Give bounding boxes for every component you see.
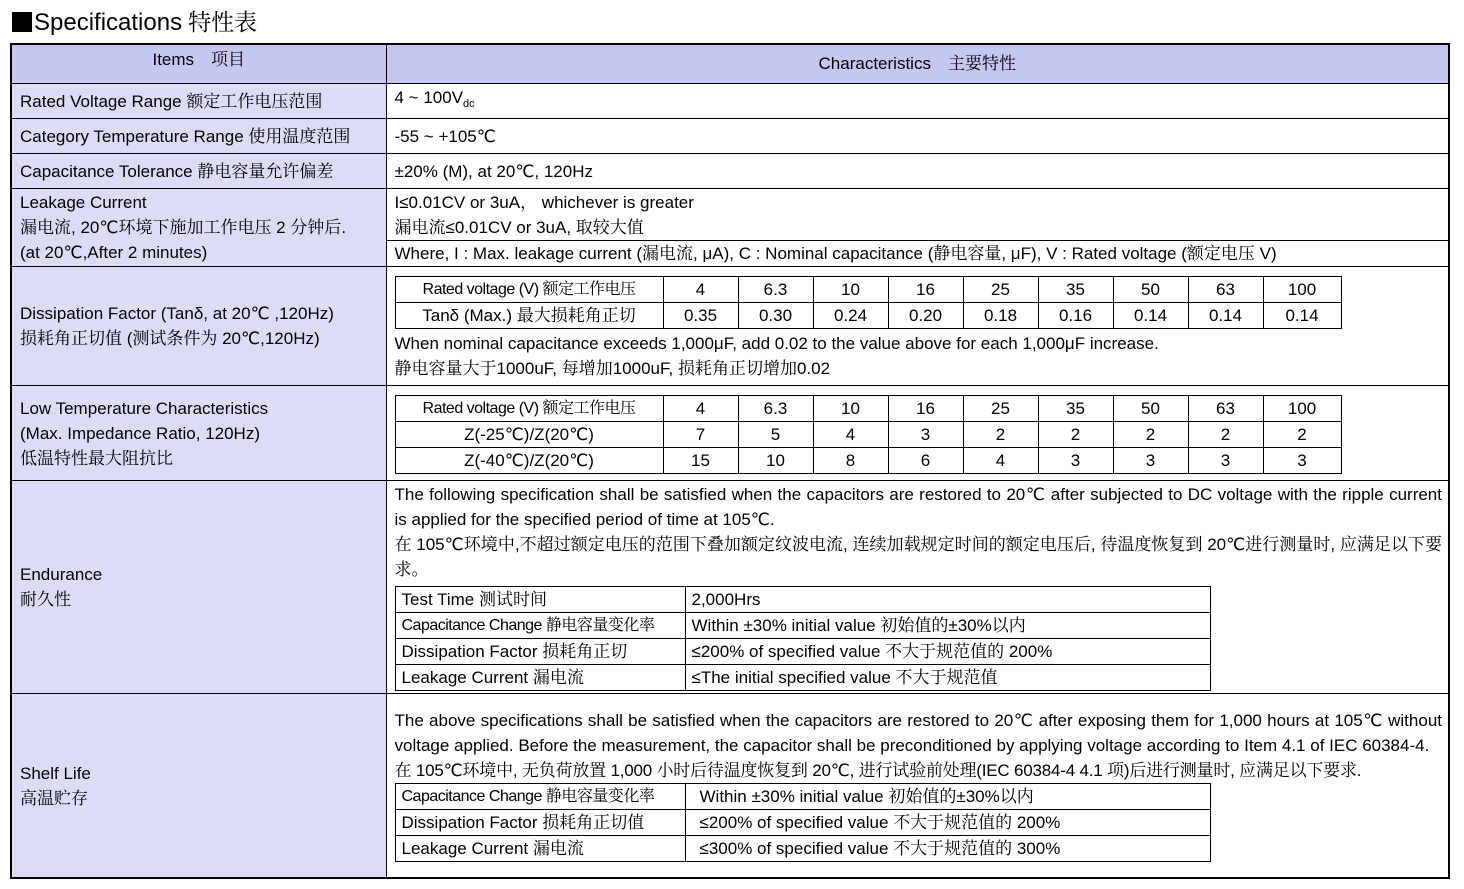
endurance-item: Capacitance Change 静电容量变化率 xyxy=(395,612,685,638)
rated-voltage-value: 4 ~ $100V_{dc}$ xyxy=(386,84,1449,119)
endurance-spec: 2,000Hrs xyxy=(685,586,1210,612)
df-tan-cell: 0.30 xyxy=(738,302,813,328)
leakage-where: Where, I : Max. leakage current (漏电流, μA), C : Nominal capacitance (静电容量, μF), V : Rated voltage (额定电压 V) xyxy=(386,241,1449,267)
endurance-text-en: The following specification shall be satisfied when the capacitors are restored to 20℃ after subjected to DC voltage with the ripple current is applied for the specified period of time at 105℃. xyxy=(394,484,1442,529)
endurance-spec: ≤200% of specified value 不大于规范值的 200% xyxy=(685,638,1210,664)
rated-voltage-row xyxy=(11,84,1449,119)
lowtemp-z40-cell: 3 xyxy=(1038,447,1113,473)
df-tan-cell: 0.14 xyxy=(1263,302,1341,328)
df-note-en: When nominal capacitance exceeds 1,000μF, add 0.02 to the value above for each 1,000μF increase. xyxy=(394,333,1159,353)
endurance-label-cn: 耐久性 xyxy=(20,590,71,609)
shelf-life-text-cn: 在 105℃环境中, 无负荷放置 1,000 小时后待温度恢复到 20℃, 进行试验前处理(IEC 60384-4 4.1 项)后进行测量时, 应满足以下要求. xyxy=(394,760,1362,780)
title-en: Specifications xyxy=(34,9,183,36)
df-note-cn: 静电容量大于1000uF, 每增加1000uF, 损耗角正切增加0.02 xyxy=(394,358,831,378)
lowtemp-z40-cell: 4 xyxy=(963,447,1038,473)
lowtemp-z40-cell: 15 xyxy=(663,447,738,473)
lowtemp-label xyxy=(11,386,386,481)
endurance-leakage-row xyxy=(395,664,1210,690)
lowtemp-row xyxy=(11,386,1449,481)
shelf-cap-change-row xyxy=(395,783,1210,809)
endurance-df-row xyxy=(395,638,1210,664)
df-tan-label: Tanδ (Max.) 最大损耗角正切 xyxy=(395,302,663,328)
lowtemp-z40-label: Z(-40℃)/Z(20℃) xyxy=(395,447,663,473)
lowtemp-voltage-cell: 35 xyxy=(1038,395,1113,421)
lowtemp-z40-cell: 3 xyxy=(1263,447,1341,473)
lowtemp-z40-cell: 3 xyxy=(1113,447,1188,473)
endurance-item: Dissipation Factor 损耗角正切 xyxy=(395,638,685,664)
lowtemp-voltage-cell: 100 xyxy=(1263,395,1341,421)
shelf-item: Leakage Current 漏电流 xyxy=(395,835,685,861)
lowtemp-z25-cell: 3 xyxy=(888,421,963,447)
lowtemp-label-2: (Max. Impedance Ratio, 120Hz) xyxy=(20,423,260,443)
lowtemp-z25-cell: 2 xyxy=(1038,421,1113,447)
df-tan-cell: 0.20 xyxy=(888,302,963,328)
endurance-cap-change-row xyxy=(395,612,1210,638)
leakage-label-1: Leakage Current xyxy=(20,193,147,212)
df-tan-cell: 0.14 xyxy=(1188,302,1263,328)
lowtemp-voltage-cell: 6.3 xyxy=(738,395,813,421)
cap-tolerance-label: Capacitance Tolerance 静电容量允许偏差 xyxy=(11,154,386,189)
df-voltage-cell: 4 xyxy=(663,276,738,302)
shelf-spec: Within ±30% initial value 初始值的±30%以内 xyxy=(685,783,1210,809)
df-tan-cell: 0.16 xyxy=(1038,302,1113,328)
lowtemp-z40-row xyxy=(395,447,1341,473)
endurance-text-cn: 在 105℃环境中,不超过额定电压的范围下叠加额定纹波电流, 连续加载规定时间的额定电压后, 待温度恢复到 20℃进行测量时, 应满足以下要求。 xyxy=(394,534,1442,579)
endurance-table xyxy=(395,586,1211,691)
df-label-2: 损耗角正切值 (测试条件为 20℃,120Hz) xyxy=(20,329,320,348)
leakage-row-a xyxy=(11,189,1449,241)
shelf-life-label-cn: 高温贮存 xyxy=(20,788,88,808)
lowtemp-voltage-cell: 50 xyxy=(1113,395,1188,421)
leakage-label xyxy=(11,189,386,267)
lowtemp-voltage-cell: 4 xyxy=(663,395,738,421)
lowtemp-voltage-cell: 25 xyxy=(963,395,1038,421)
shelf-life-label xyxy=(11,694,386,879)
shelf-spec: ≤200% of specified value 不大于规范值的 200% xyxy=(685,809,1210,835)
shelf-life-value xyxy=(386,694,1449,879)
shelf-life-table xyxy=(395,783,1211,862)
df-voltage-cell: 25 xyxy=(963,276,1038,302)
spec-table xyxy=(10,43,1450,879)
df-row xyxy=(11,267,1449,386)
leakage-formula xyxy=(386,189,1449,241)
header-row xyxy=(11,44,1449,84)
leakage-label-2: 漏电流, 20℃环境下施加工作电压 2 分钟后. xyxy=(20,218,347,237)
endurance-spec: Within ±30% initial value 初始值的±30%以内 xyxy=(685,612,1210,638)
lowtemp-value xyxy=(386,386,1449,481)
lowtemp-z40-cell: 8 xyxy=(813,447,888,473)
cap-tolerance-row xyxy=(11,154,1449,189)
df-voltage-cell: 35 xyxy=(1038,276,1113,302)
shelf-item: Dissipation Factor 损耗角正切值 xyxy=(395,809,685,835)
df-voltage-cell: 50 xyxy=(1113,276,1188,302)
lowtemp-voltage-cell: 10 xyxy=(813,395,888,421)
lowtemp-z25-label: Z(-25℃)/Z(20℃) xyxy=(395,421,663,447)
shelf-life-text-en: The above specifications shall be satisfied when the capacitors are restored to 20℃ after exposing them for 1,000 hours at 105℃ without voltage applied. Before the measurement, the capacitor shall be preconditioned by applying voltage according to Item 4.1 of IEC 60384-4. xyxy=(394,710,1442,755)
lowtemp-z25-row xyxy=(395,421,1341,447)
df-voltage-cell: 10 xyxy=(813,276,888,302)
shelf-df-row xyxy=(395,809,1210,835)
shelf-life-row xyxy=(11,694,1449,879)
leakage-formula-cn: 漏电流≤0.01CV or 3uA, 取较大值 xyxy=(394,217,644,237)
shelf-spec: ≤300% of specified value 不大于规范值的 300% xyxy=(685,835,1210,861)
items-header: Items 项目 xyxy=(11,44,386,84)
lowtemp-voltage-cell: 16 xyxy=(888,395,963,421)
lowtemp-z40-cell: 3 xyxy=(1188,447,1263,473)
characteristics-header: Characteristics 主要特性 xyxy=(386,44,1449,84)
endurance-item: Test Time 测试时间 xyxy=(395,586,685,612)
lowtemp-z25-cell: 7 xyxy=(663,421,738,447)
df-voltage-cell: 6.3 xyxy=(738,276,813,302)
lowtemp-z40-cell: 6 xyxy=(888,447,963,473)
shelf-leakage-row xyxy=(395,835,1210,861)
lowtemp-z25-cell: 2 xyxy=(1263,421,1341,447)
lowtemp-voltage-label: Rated voltage (V) 额定工作电压 xyxy=(395,395,663,421)
endurance-test-time-row xyxy=(395,586,1210,612)
endurance-item: Leakage Current 漏电流 xyxy=(395,664,685,690)
lowtemp-z25-cell: 2 xyxy=(1113,421,1188,447)
df-voltage-label: Rated voltage (V) 额定工作电压 xyxy=(395,276,663,302)
df-tan-cell: 0.24 xyxy=(813,302,888,328)
cap-tolerance-value: ±20% (M), at 20℃, 120Hz xyxy=(386,154,1449,189)
shelf-life-label-en: Shelf Life xyxy=(20,763,91,783)
df-table xyxy=(395,276,1342,329)
df-tan-cell: 0.14 xyxy=(1113,302,1188,328)
leakage-formula-en: I≤0.01CV or 3uA， whichever is greater xyxy=(394,192,694,212)
df-label-1: Dissipation Factor (Tanδ, at 20℃ ,120Hz) xyxy=(20,304,334,323)
shelf-item: Capacitance Change 静电容量变化率 xyxy=(395,783,685,809)
endurance-spec: ≤The initial specified value 不大于规范值 xyxy=(685,664,1210,690)
lowtemp-z40-cell: 10 xyxy=(738,447,813,473)
category-temp-value: -55 ~ +105℃ xyxy=(386,119,1449,154)
endurance-value xyxy=(386,481,1449,694)
lowtemp-z25-cell: 4 xyxy=(813,421,888,447)
df-voltage-cell: 16 xyxy=(888,276,963,302)
category-temp-label: Category Temperature Range 使用温度范围 xyxy=(11,119,386,154)
lowtemp-z25-cell: 2 xyxy=(963,421,1038,447)
rated-voltage-label: Rated Voltage Range 额定工作电压范围 xyxy=(11,84,386,119)
page-title xyxy=(12,6,257,40)
df-tan-row xyxy=(395,302,1341,328)
df-tan-cell: 0.18 xyxy=(963,302,1038,328)
lowtemp-z25-cell: 2 xyxy=(1188,421,1263,447)
lowtemp-table xyxy=(395,395,1342,474)
lowtemp-voltage-row xyxy=(395,395,1341,421)
df-voltage-row xyxy=(395,276,1341,302)
leakage-label-3: (at 20℃,After 2 minutes) xyxy=(20,243,208,262)
df-label xyxy=(11,267,386,386)
endurance-label-en: Endurance xyxy=(20,565,103,584)
lowtemp-z25-cell: 5 xyxy=(738,421,813,447)
title-cn: 特性表 xyxy=(188,10,258,36)
lowtemp-voltage-cell: 63 xyxy=(1188,395,1263,421)
lowtemp-label-3: 低温特性最大阻抗比 xyxy=(20,448,173,468)
df-tan-cell: 0.35 xyxy=(663,302,738,328)
df-voltage-cell: 100 xyxy=(1263,276,1341,302)
lowtemp-label-1: Low Temperature Characteristics xyxy=(20,398,269,418)
square-bullet-icon xyxy=(12,12,32,32)
category-temp-row xyxy=(11,119,1449,154)
df-voltage-cell: 63 xyxy=(1188,276,1263,302)
df-value xyxy=(386,267,1449,386)
endurance-row xyxy=(11,481,1449,694)
endurance-label xyxy=(11,481,386,694)
